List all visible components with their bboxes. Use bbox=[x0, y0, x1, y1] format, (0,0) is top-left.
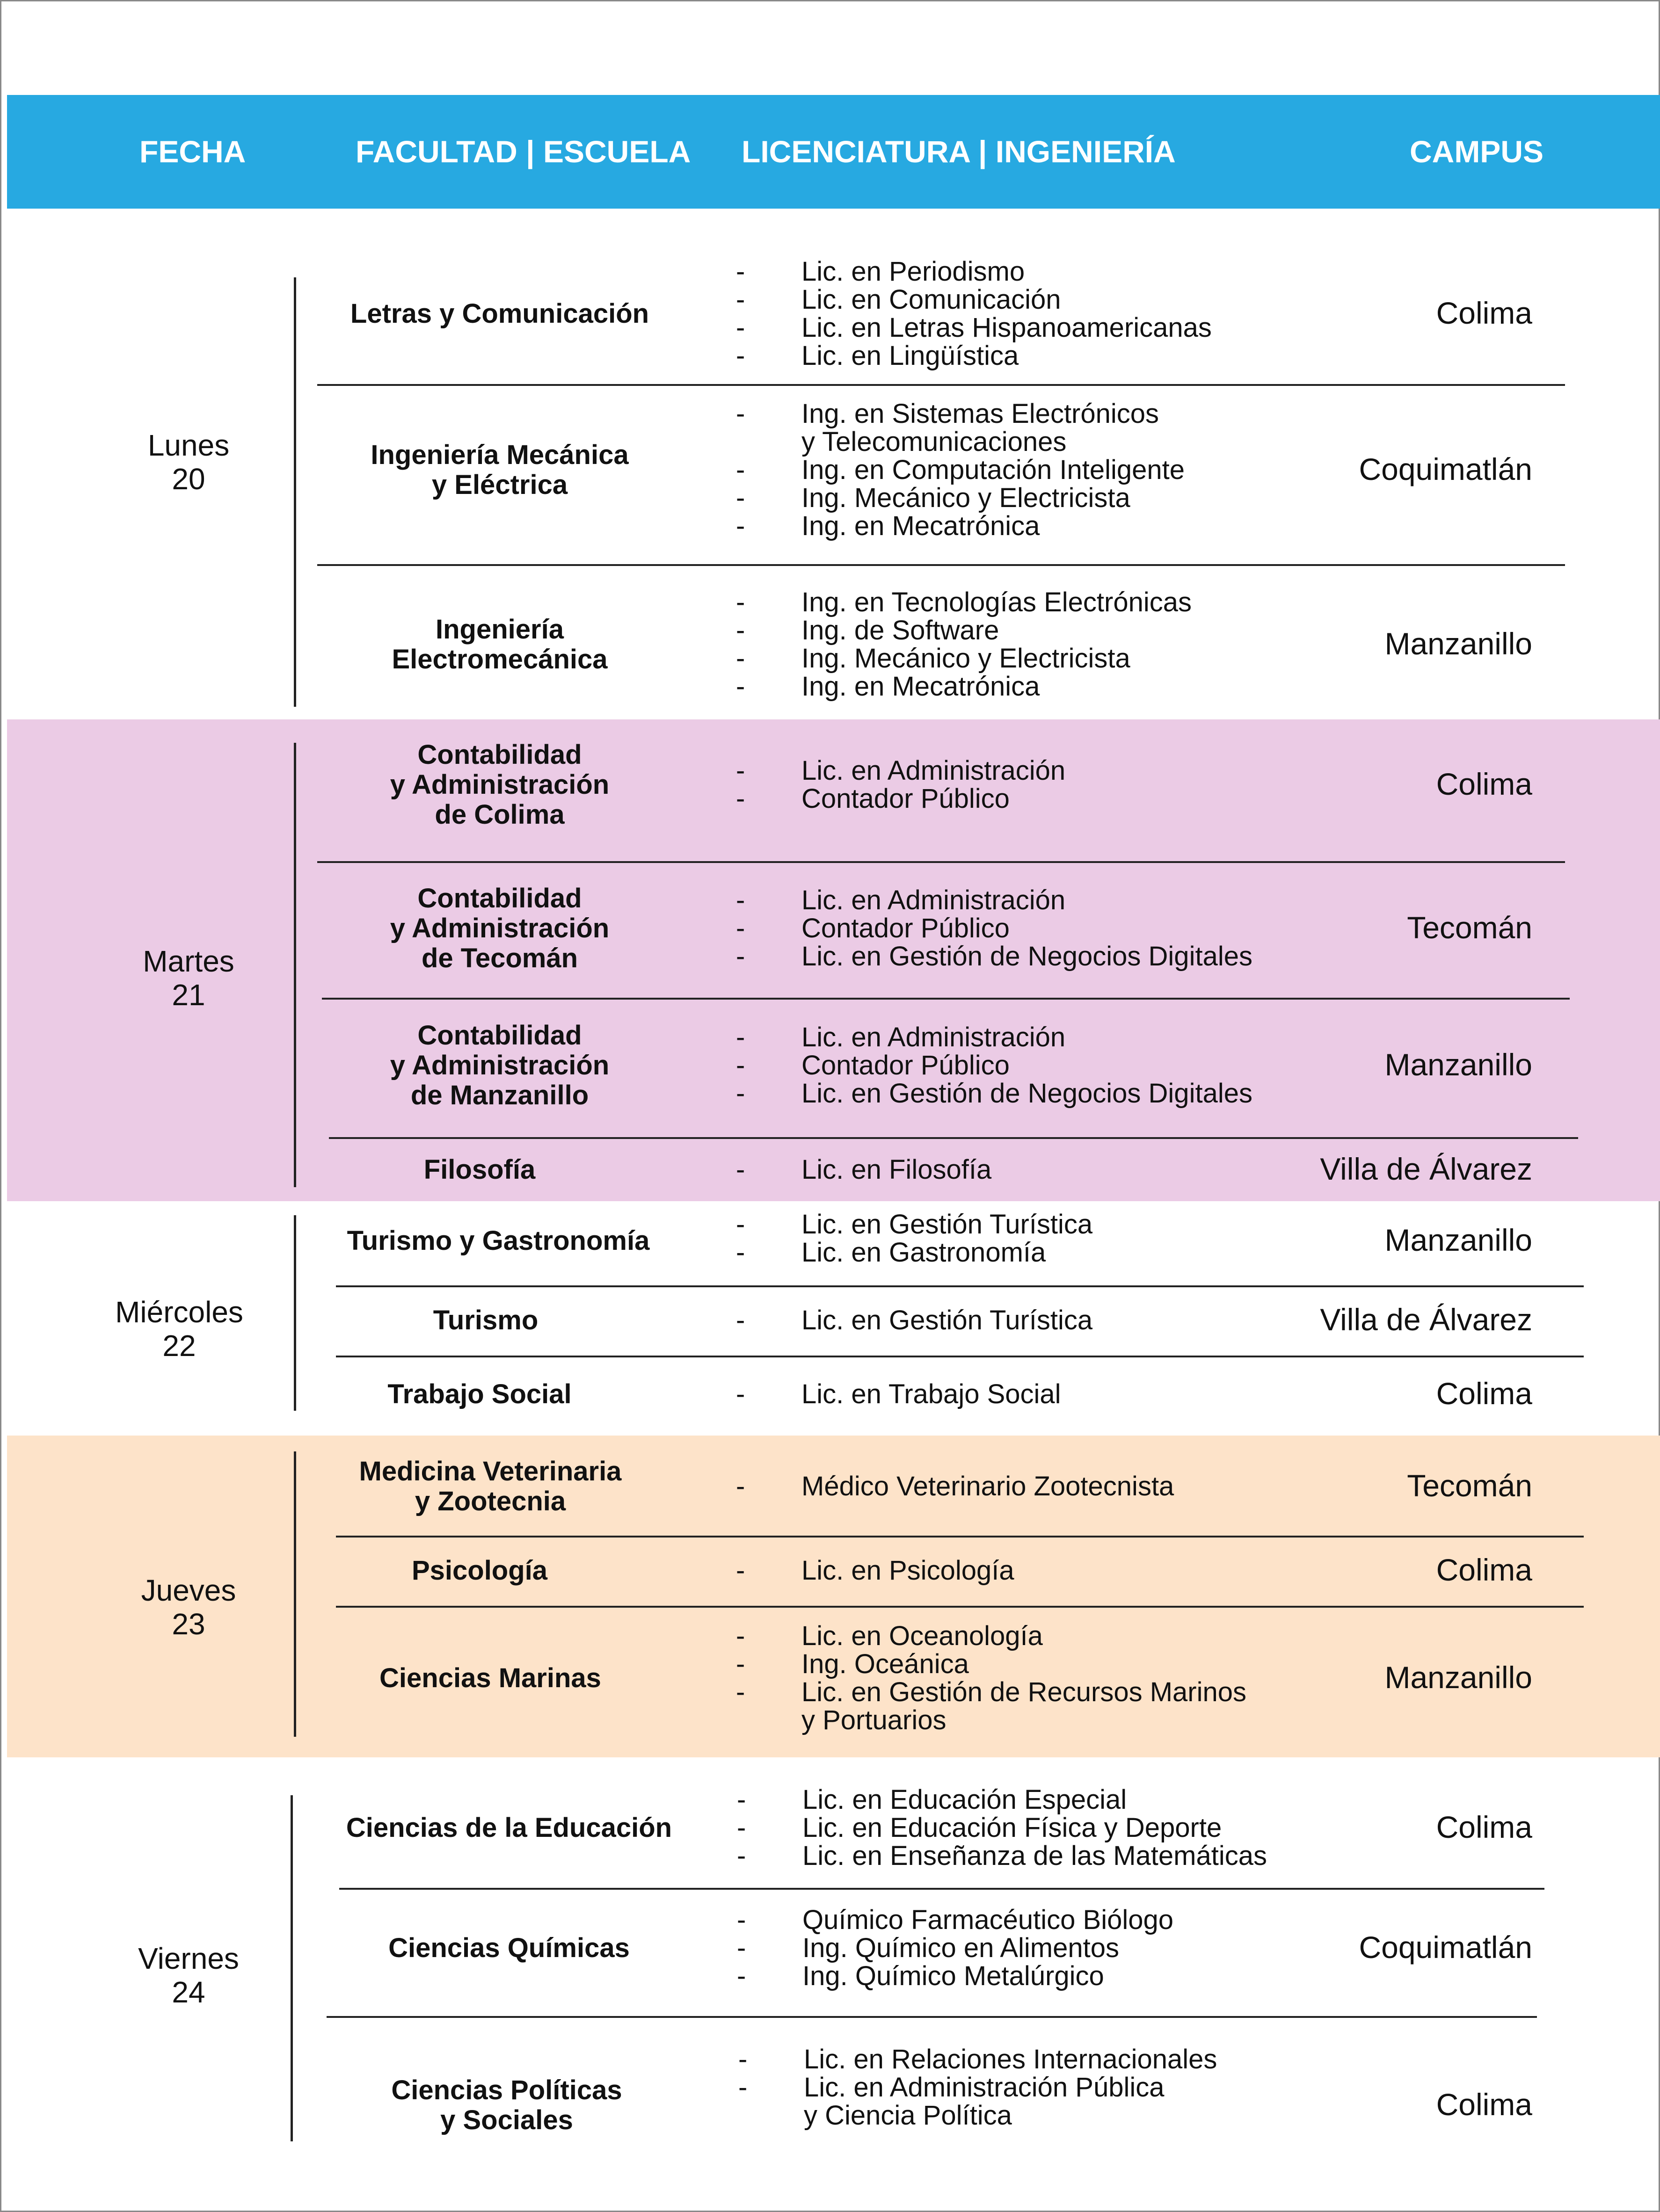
program-name: Lic. en Gestión de Negocios Digitales bbox=[801, 941, 1252, 972]
program-name: Lic. en Psicología bbox=[801, 1555, 1014, 1586]
program-item bbox=[736, 1472, 1174, 1501]
program-item bbox=[736, 512, 1185, 540]
program-name: Lic. en Gestión de Recursos Marinos bbox=[801, 1677, 1246, 1707]
bullet-dash: - bbox=[736, 256, 745, 287]
program-item bbox=[737, 1786, 1267, 1814]
program-item bbox=[736, 645, 1192, 673]
faculty-name bbox=[308, 1305, 663, 1335]
program-item bbox=[736, 286, 1212, 314]
campus-name: Manzanillo bbox=[1384, 1223, 1532, 1257]
faculty-name bbox=[322, 740, 677, 830]
bullet-dash: - bbox=[736, 615, 745, 645]
program-list bbox=[737, 1906, 1173, 1990]
bullet-dash: - bbox=[736, 455, 745, 485]
bullet-dash: - bbox=[736, 483, 745, 513]
row-separator bbox=[317, 564, 1565, 566]
row-separator bbox=[327, 2016, 1537, 2018]
program-name: Médico Veterinario Zootecnista bbox=[801, 1471, 1174, 1501]
bullet-dash: - bbox=[736, 783, 745, 814]
program-list bbox=[736, 1156, 991, 1184]
campus-name: Manzanillo bbox=[1384, 1660, 1532, 1695]
faculty-name-line: de Tecomán bbox=[421, 943, 578, 973]
program-list bbox=[736, 886, 1252, 971]
program-name: Ing. en Mecatrónica bbox=[801, 511, 1040, 541]
program-item bbox=[737, 1934, 1173, 1962]
program-name: Ing. en Mecatrónica bbox=[801, 671, 1040, 702]
program-item bbox=[736, 1239, 1092, 1267]
bullet-dash: - bbox=[736, 1471, 745, 1501]
day-divider-line bbox=[294, 277, 296, 707]
campus-name: Manzanillo bbox=[1384, 1047, 1532, 1082]
day-label bbox=[62, 1295, 296, 1363]
bullet-dash: - bbox=[736, 399, 745, 429]
program-item bbox=[736, 1622, 1246, 1650]
bullet-dash: - bbox=[736, 1050, 745, 1081]
program-name: Ing. de Software bbox=[801, 615, 999, 645]
bullet-dash: - bbox=[736, 1154, 745, 1185]
faculty-name bbox=[302, 1379, 657, 1409]
faculty-name-line: Contabilidad bbox=[417, 883, 582, 914]
program-list bbox=[736, 757, 1065, 813]
header-fecha: FECHA bbox=[139, 134, 246, 169]
bullet-dash: - bbox=[736, 755, 745, 786]
program-name: Químico Farmacéutico Biólogo bbox=[802, 1905, 1173, 1935]
program-list bbox=[736, 1380, 1061, 1408]
faculty-name-line: Contabilidad bbox=[417, 740, 582, 770]
header-licenciatura: LICENCIATURA | INGENIERÍA bbox=[742, 134, 1176, 169]
program-list bbox=[736, 1622, 1246, 1734]
program-list bbox=[736, 400, 1185, 540]
program-item bbox=[737, 1842, 1267, 1870]
bullet-dash: - bbox=[736, 913, 745, 943]
bullet-dash: - bbox=[736, 587, 745, 617]
bullet-dash: - bbox=[736, 312, 745, 343]
program-item bbox=[736, 1678, 1246, 1706]
program-item bbox=[736, 1380, 1061, 1408]
faculty-name bbox=[322, 884, 677, 973]
program-name: Lic. en Trabajo Social bbox=[801, 1379, 1061, 1409]
campus-name: Villa de Álvarez bbox=[1320, 1302, 1532, 1337]
program-list bbox=[736, 258, 1212, 370]
bullet-dash: - bbox=[737, 1841, 746, 1871]
row-separator bbox=[336, 1606, 1584, 1608]
program-name: Lic. en Lingüística bbox=[801, 341, 1019, 371]
program-list bbox=[736, 1557, 1014, 1585]
program-list bbox=[736, 1306, 1092, 1334]
row-separator bbox=[317, 861, 1565, 863]
program-name: Lic. en Gestión de Negocios Digitales bbox=[801, 1078, 1252, 1109]
program-name: Lic. en Administración Pública bbox=[804, 2072, 1165, 2103]
day-number: 24 bbox=[172, 1975, 205, 2009]
day-number: 21 bbox=[172, 978, 205, 1012]
program-name: y Telecomunicaciones bbox=[801, 427, 1067, 457]
program-name: Ing. Mecánico y Electricista bbox=[801, 643, 1130, 674]
campus-name: Coquimatlán bbox=[1359, 452, 1532, 486]
program-name: Lic. en Comunicación bbox=[801, 284, 1061, 315]
row-separator bbox=[339, 1888, 1544, 1890]
day-label bbox=[72, 1942, 306, 2009]
program-item bbox=[736, 1557, 1014, 1585]
bullet-dash: - bbox=[736, 1237, 745, 1268]
faculty-name bbox=[320, 1226, 676, 1256]
faculty-name bbox=[331, 1933, 687, 1963]
faculty-name bbox=[322, 615, 677, 674]
header-facultad: FACULTAD | ESCUELA bbox=[356, 134, 691, 169]
campus-name: Colima bbox=[1436, 1376, 1532, 1411]
program-name: Lic. en Administración bbox=[801, 885, 1066, 915]
bullet-dash: - bbox=[736, 1379, 745, 1409]
program-name: Contador Público bbox=[801, 1050, 1010, 1081]
program-item bbox=[736, 1052, 1252, 1080]
faculty-name bbox=[331, 1813, 687, 1843]
faculty-name-line: de Colima bbox=[435, 799, 565, 830]
faculty-name-line: Turismo y Gastronomía bbox=[347, 1226, 650, 1256]
bullet-dash: - bbox=[736, 341, 745, 371]
bullet-dash: - bbox=[738, 2044, 748, 2074]
program-list bbox=[738, 2045, 1217, 2130]
faculty-name-line: Ingeniería Mecánica bbox=[371, 440, 629, 470]
program-list bbox=[737, 1786, 1267, 1870]
day-name: Miércoles bbox=[115, 1295, 243, 1329]
row-separator bbox=[317, 384, 1565, 386]
bullet-dash: - bbox=[737, 1813, 746, 1843]
row-separator bbox=[336, 1356, 1584, 1357]
bullet-dash: - bbox=[738, 2072, 748, 2103]
program-name: Lic. en Oceanología bbox=[801, 1621, 1043, 1651]
program-item bbox=[736, 616, 1192, 645]
faculty-name-line: de Manzanillo bbox=[410, 1080, 589, 1110]
program-name: Ing. en Tecnologías Electrónicas bbox=[801, 587, 1192, 617]
program-item bbox=[736, 428, 1185, 456]
faculty-name-line: Electromecánica bbox=[392, 644, 608, 674]
faculty-name-line: Psicología bbox=[411, 1555, 548, 1586]
faculty-name-line: Ingeniería bbox=[436, 614, 564, 645]
program-name: Ing. Mecánico y Electricista bbox=[801, 483, 1130, 513]
program-item bbox=[738, 2045, 1217, 2074]
faculty-name-line: Ciencias de la Educación bbox=[346, 1813, 672, 1843]
day-name: Viernes bbox=[138, 1942, 239, 1975]
program-item bbox=[737, 1962, 1173, 1990]
program-name: Lic. en Relaciones Internacionales bbox=[804, 2044, 1217, 2074]
faculty-name-line: y Zootecnia bbox=[415, 1486, 566, 1516]
program-name: Lic. en Filosofía bbox=[801, 1154, 992, 1185]
program-item bbox=[736, 886, 1252, 914]
bullet-dash: - bbox=[737, 1784, 746, 1815]
program-name: Lic. en Educación Especial bbox=[802, 1784, 1127, 1815]
faculty-name bbox=[313, 1663, 668, 1693]
day-name: Lunes bbox=[147, 428, 230, 462]
program-name: y Ciencia Política bbox=[804, 2100, 1012, 2131]
day-divider-line bbox=[291, 1795, 293, 2141]
bullet-dash: - bbox=[736, 1305, 745, 1335]
faculty-name-line: Letras y Comunicación bbox=[350, 298, 649, 329]
program-item bbox=[736, 943, 1252, 971]
program-name: Lic. en Gastronomía bbox=[801, 1237, 1046, 1268]
day-divider-line bbox=[294, 743, 296, 1187]
program-item bbox=[736, 258, 1212, 286]
bullet-dash: - bbox=[736, 1078, 745, 1109]
faculty-name bbox=[322, 1021, 677, 1110]
bullet-dash: - bbox=[736, 643, 745, 674]
faculty-name-line: y Administración bbox=[390, 913, 610, 943]
campus-name: Tecomán bbox=[1407, 910, 1532, 945]
program-name: Contador Público bbox=[801, 913, 1010, 943]
faculty-name-line: Turismo bbox=[433, 1305, 539, 1335]
program-item bbox=[736, 1211, 1092, 1239]
program-name: Ing. Oceánica bbox=[801, 1649, 969, 1679]
program-item bbox=[736, 914, 1252, 943]
campus-name: Colima bbox=[1436, 1552, 1532, 1587]
header-campus: CAMPUS bbox=[1410, 134, 1544, 169]
program-list bbox=[736, 1211, 1092, 1267]
row-separator bbox=[336, 1285, 1584, 1287]
bullet-dash: - bbox=[736, 671, 745, 702]
program-item bbox=[738, 2102, 1217, 2130]
bullet-dash: - bbox=[736, 885, 745, 915]
program-name: Lic. en Enseñanza de las Matemáticas bbox=[802, 1841, 1267, 1871]
program-name: Lic. en Administración bbox=[801, 1022, 1066, 1052]
program-item bbox=[736, 342, 1212, 370]
program-name: Lic. en Educación Física y Deporte bbox=[802, 1813, 1222, 1843]
program-item bbox=[736, 588, 1192, 616]
faculty-name bbox=[302, 1155, 657, 1185]
campus-name: Villa de Álvarez bbox=[1320, 1152, 1532, 1186]
faculty-name-line: Contabilidad bbox=[417, 1020, 582, 1051]
faculty-name-line: Medicina Veterinaria bbox=[359, 1456, 622, 1487]
faculty-name-line: y Administración bbox=[390, 769, 610, 800]
campus-name: Coquimatlán bbox=[1359, 1930, 1532, 1965]
faculty-name-line: Trabajo Social bbox=[387, 1379, 572, 1409]
row-separator bbox=[336, 1536, 1584, 1538]
day-number: 23 bbox=[172, 1607, 205, 1641]
faculty-name-line: Ciencias Marinas bbox=[379, 1663, 601, 1693]
program-item bbox=[736, 1023, 1252, 1052]
program-item bbox=[736, 456, 1185, 484]
faculty-name-line: Ciencias Químicas bbox=[388, 1933, 630, 1963]
bullet-dash: - bbox=[736, 1209, 745, 1240]
campus-name: Tecomán bbox=[1407, 1468, 1532, 1503]
bullet-dash: - bbox=[736, 941, 745, 972]
bullet-dash: - bbox=[737, 1933, 746, 1963]
day-divider-line bbox=[294, 1451, 296, 1737]
program-item bbox=[736, 673, 1192, 701]
row-separator bbox=[329, 1137, 1578, 1139]
program-name: Lic. en Gestión Turística bbox=[801, 1305, 1093, 1335]
day-name: Martes bbox=[143, 944, 234, 978]
bullet-dash: - bbox=[736, 284, 745, 315]
program-item bbox=[736, 1080, 1252, 1108]
program-item bbox=[736, 757, 1065, 785]
program-item bbox=[738, 2074, 1217, 2102]
day-number: 20 bbox=[172, 462, 205, 496]
program-name: Ing. en Computación Inteligente bbox=[801, 455, 1185, 485]
faculty-name bbox=[302, 1556, 657, 1586]
program-list bbox=[736, 1472, 1174, 1501]
faculty-name-line: y Administración bbox=[390, 1050, 610, 1081]
program-name: Ing. Químico en Alimentos bbox=[802, 1933, 1119, 1963]
campus-name: Manzanillo bbox=[1384, 626, 1532, 661]
faculty-name-line: y Eléctrica bbox=[431, 470, 568, 500]
program-name: Lic. en Gestión Turística bbox=[801, 1209, 1093, 1240]
bullet-dash: - bbox=[737, 1905, 746, 1935]
faculty-name-line: y Sociales bbox=[440, 2105, 573, 2135]
program-item bbox=[737, 1906, 1173, 1934]
program-item bbox=[736, 484, 1185, 512]
day-label bbox=[72, 1574, 306, 1641]
campus-name: Colima bbox=[1436, 767, 1532, 801]
faculty-name bbox=[329, 2075, 684, 2135]
day-label bbox=[72, 428, 306, 496]
bullet-dash: - bbox=[736, 511, 745, 541]
bullet-dash: - bbox=[736, 1621, 745, 1651]
faculty-name bbox=[313, 1457, 668, 1516]
program-item bbox=[736, 1650, 1246, 1678]
bullet-dash: - bbox=[736, 1649, 745, 1679]
day-name: Jueves bbox=[141, 1574, 236, 1607]
row-separator bbox=[322, 998, 1570, 1000]
program-name: Lic. en Letras Hispanoamericanas bbox=[801, 312, 1212, 343]
program-name: Lic. en Periodismo bbox=[801, 256, 1025, 287]
faculty-name-line: Ciencias Políticas bbox=[391, 2075, 622, 2105]
day-divider-line bbox=[294, 1215, 296, 1411]
faculty-name bbox=[322, 440, 677, 500]
program-list bbox=[736, 588, 1192, 701]
program-item bbox=[736, 314, 1212, 342]
program-name: Ing. en Sistemas Electrónicos bbox=[801, 399, 1159, 429]
program-item bbox=[736, 1156, 991, 1184]
campus-name: Colima bbox=[1436, 1810, 1532, 1844]
program-name: y Portuarios bbox=[801, 1705, 946, 1735]
bullet-dash: - bbox=[736, 1555, 745, 1586]
bullet-dash: - bbox=[736, 1022, 745, 1052]
program-name: Ing. Químico Metalúrgico bbox=[802, 1961, 1104, 1991]
program-item bbox=[736, 400, 1185, 428]
program-list bbox=[736, 1023, 1252, 1108]
program-item bbox=[736, 1306, 1092, 1334]
bullet-dash: - bbox=[736, 1677, 745, 1707]
day-label bbox=[72, 944, 306, 1012]
table-header bbox=[7, 95, 1660, 209]
program-item bbox=[736, 1706, 1246, 1734]
faculty-name bbox=[322, 299, 677, 329]
campus-name: Colima bbox=[1436, 296, 1532, 330]
program-name: Lic. en Administración bbox=[801, 755, 1066, 786]
day-number: 22 bbox=[162, 1329, 196, 1363]
faculty-name-line: Filosofía bbox=[423, 1154, 536, 1185]
campus-name: Colima bbox=[1436, 2087, 1532, 2122]
program-item bbox=[736, 785, 1065, 813]
bullet-dash: - bbox=[737, 1961, 746, 1991]
program-item bbox=[737, 1814, 1267, 1842]
program-name: Contador Público bbox=[801, 783, 1010, 814]
